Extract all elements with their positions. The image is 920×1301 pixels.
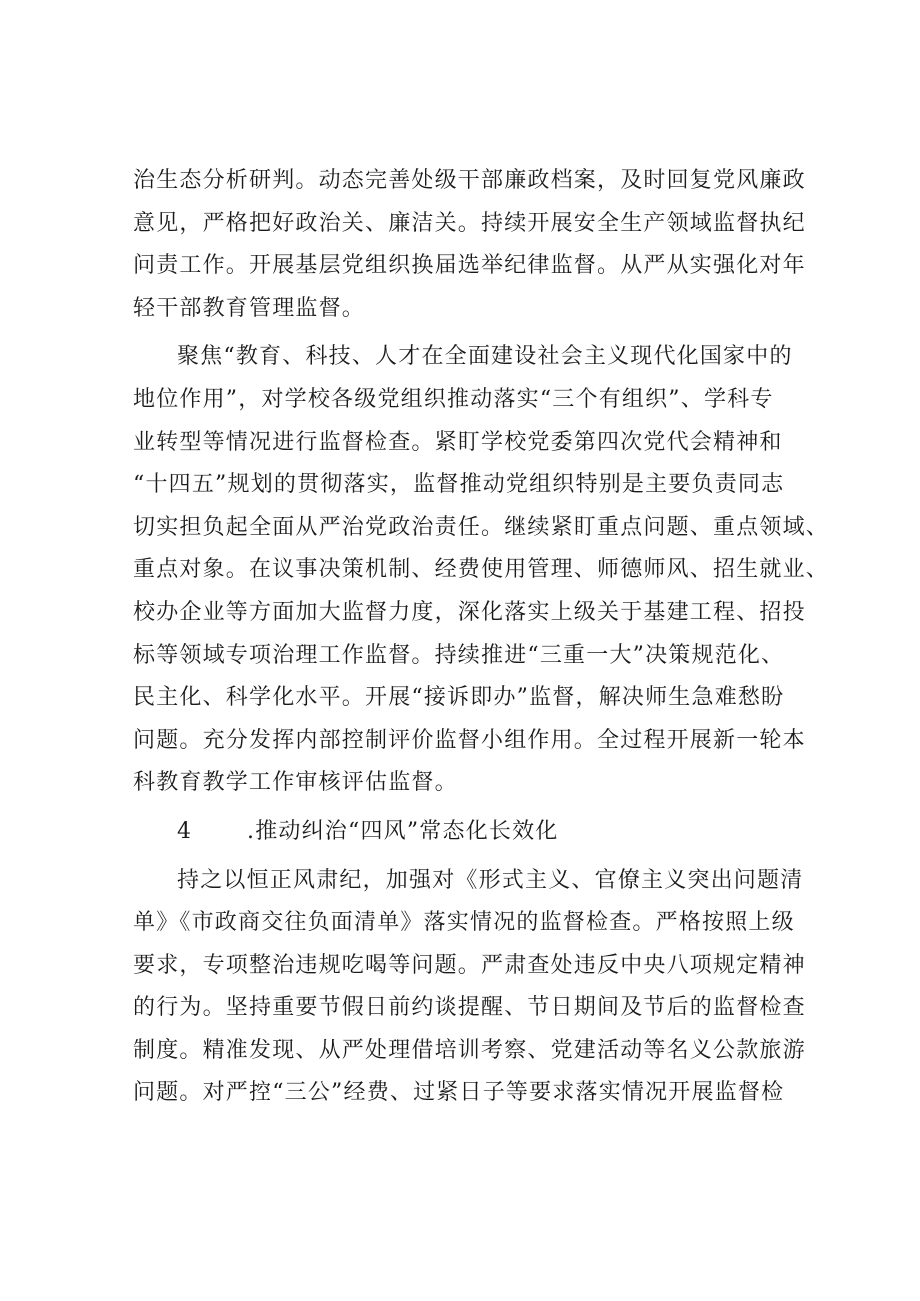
text-line: 的行为。坚持重要节假日前约谈提醒、节日期间及节后的监督检查 [133, 995, 806, 1021]
text-line: 校办企业等方面加大监督力度，深化落实上级关于基建工程、招投 [133, 599, 806, 625]
text-line: 问责工作。开展基层党组织换届选举纪律监督。从严从实强化对年 [133, 253, 806, 279]
text-line: 切实担负起全面从严治党政治责任。继续紧盯重点问题、重点领域、 [133, 514, 830, 540]
paragraph-3 [133, 860, 823, 1116]
text-line: 标等领域专项治理工作监督。持续推进“三重一大”决策规范化、 [133, 642, 785, 668]
text-line: 重点对象。在议事决策机制、经费使用管理、师德师风、招生就业、 [133, 557, 830, 583]
text-line: 问题。充分发挥内部控制评价监督小组作用。全过程开展新一轮本 [133, 727, 806, 753]
text-line: 治生态分析研判。动态完善处级干部廉政档案，及时回复党风廉政 [133, 168, 806, 193]
text-line: 轻干部教育管理监督。 [133, 295, 366, 321]
text-line: 地位作用”，对学校各级党组织推动落实“三个有组织”、学科专 [133, 386, 774, 412]
section-number: 4 [177, 818, 193, 844]
text-line: 聚焦“教育、科技、人才在全面建设社会主义现代化国家中的 [177, 344, 793, 370]
paragraph-1 [133, 160, 823, 330]
section-title: .推动纠治“四风”常态化长效化 [247, 818, 559, 844]
text-line: 单》《市政商交往负面清单》落实情况的监督检查。严格按照上级 [133, 910, 795, 936]
text-line: 问题。对严控“三公”经费、过紧日子等要求落实情况开展监督检 [133, 1080, 785, 1106]
text-line: 科教育教学工作审核评估监督。 [133, 770, 458, 796]
text-line: 业转型等情况进行监督检查。紧盯学校党委第四次党代会精神和 [133, 429, 783, 455]
section-heading-4 [133, 811, 823, 854]
text-line: 民主化、科学化水平。开展“接诉即办”监督，解决师生急难愁盼 [133, 685, 785, 711]
text-line: 要求，专项整治违规吃喝等问题。严肃查处违反中央八项规定精神 [133, 952, 806, 978]
text-line: 意见，严格把好政治关、廉洁关。持续开展安全生产领域监督执纪 [133, 210, 806, 236]
text-line: “十四五”规划的贯彻落实，监督推动党组织特别是主要负责同志 [133, 472, 785, 498]
text-line: 持之以恒正风肃纪，加强对《形式主义、官僚主义突出问题清 [177, 867, 804, 893]
paragraph-2 [133, 336, 830, 805]
text-line: 制度。精准发现、从严处理借培训考察、党建活动等名义公款旅游 [133, 1037, 806, 1063]
document-body [133, 160, 830, 1115]
